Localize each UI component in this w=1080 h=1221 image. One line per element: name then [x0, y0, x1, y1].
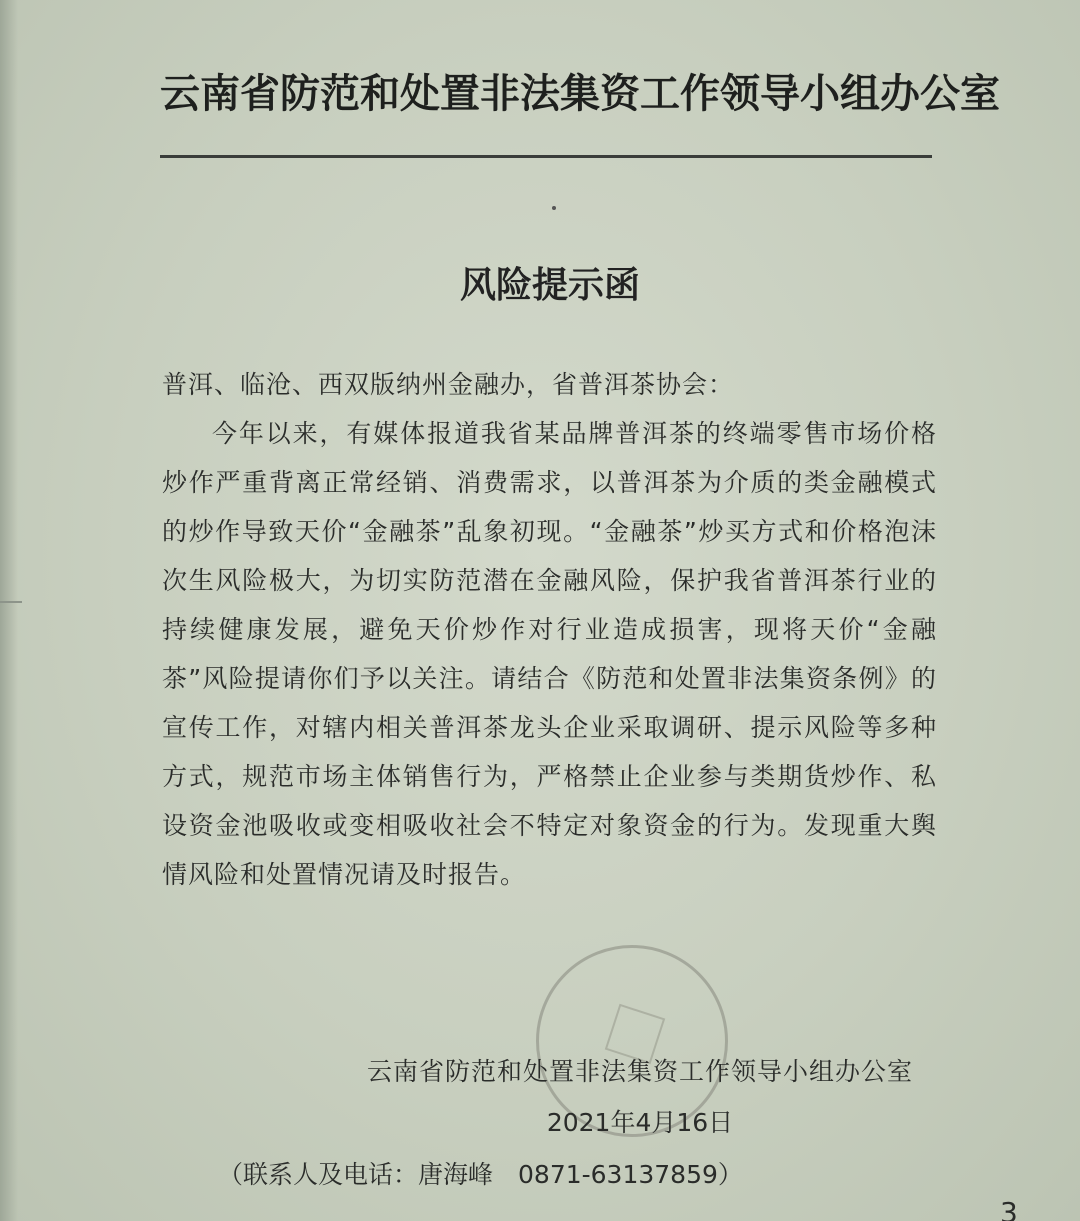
body-paragraph: 今年以来，有媒体报道我省某品牌普洱茶的终端零售市场价格炒作严重背离正常经销、消费需求，以普洱茶为介质的类金融模式的炒作导致天价“金融茶”乱象初现。“金融茶”炒买方式和价格泡沫次生风险极大，为切实防范潜在金融风险，保护我省普洱茶行业的持续健康发展，避免天价炒作对行业造成损害，现将天价“金融茶”风险提请你们予以关注。请结合《防范和处置非法集资条例》的宣传工作，对辖内相关普洱茶龙头企业采取调研、提示风险等多种方式，规范市场主体销售行为，严格禁止企业参与类期货炒作、私设资金池吸收或变相吸收社会不特定对象资金的行为。发现重大舆情风险和处置情况请及时报告。 — [162, 419, 937, 889]
addressee-line: 普洱、临沧、西双版纳州金融办，省普洱茶协会： — [162, 370, 735, 399]
document-title: 风险提示函 — [459, 264, 640, 306]
binding-edge-mark — [0, 601, 22, 603]
page-number: 3 — [1000, 1196, 1018, 1221]
issue-date: 2021年4月16日 — [546, 1108, 734, 1137]
contact-info: （联系人及电话：唐海峰 0871-63137859） — [218, 1160, 743, 1189]
signature-org: 云南省防范和处置非法集资工作领导小组办公室 — [366, 1057, 913, 1086]
document-body — [162, 360, 937, 899]
issuer-header-title: 云南省防范和处置非法集资工作领导小组办公室 — [160, 70, 1000, 117]
header-divider — [160, 155, 932, 158]
scan-speck — [552, 206, 556, 210]
